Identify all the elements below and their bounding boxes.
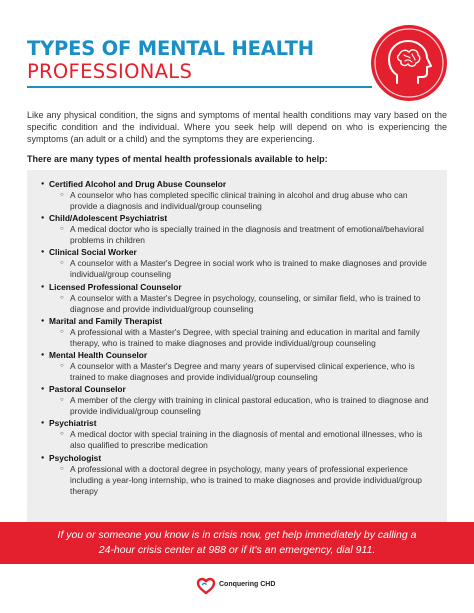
item-description: ○ A counselor with a Master's Degree and many years of supervised clinical experience, who is trained to make diagnoses and provide individual/group counseling xyxy=(41,361,437,383)
list-item xyxy=(41,282,437,315)
item-description: ○ A medical doctor with special training in the diagnosis of mental and emotional illnesses, who is also qualified to prescribe medication xyxy=(41,429,437,451)
item-title: ● Licensed Professional Counselor xyxy=(41,282,437,293)
list-item xyxy=(41,418,437,451)
item-title: ● Certified Alcohol and Drug Abuse Counselor xyxy=(41,179,437,190)
list-item xyxy=(41,453,437,497)
heart-logo-icon xyxy=(196,576,216,596)
list-item xyxy=(41,316,437,349)
list-item xyxy=(41,213,437,246)
item-title: ● Mental Health Counselor xyxy=(41,350,437,361)
item-title: ● Psychiatrist xyxy=(41,418,437,429)
title-line-2: PROFESSIONALS xyxy=(27,60,193,83)
item-title: ● Clinical Social Worker xyxy=(41,247,437,258)
head-brain-icon xyxy=(371,25,447,101)
lead-sentence: There are many types of mental health professionals available to help: xyxy=(27,154,328,164)
item-title: ● Marital and Family Therapist xyxy=(41,316,437,327)
brand-name: Conquering CHD xyxy=(219,581,276,588)
item-description: ○ A medical doctor who is specially trained in the diagnosis and treatment of emotional/behavioral problems in children xyxy=(41,224,437,246)
title-underline xyxy=(27,86,372,88)
item-title: ● Psychologist xyxy=(41,453,437,464)
item-description: ○ A member of the clergy with training in clinical pastoral education, who is trained to diagnose and provide individual/group counseling xyxy=(41,395,437,417)
item-description: ○ A counselor with a Master's Degree in psychology, counseling, or similar field, who is trained to diagnose and provide individual/group counseling xyxy=(41,293,437,315)
item-description: ○ A professional with a Master's Degree, with special training and education in marital and family therapy, who is trained to make diagnoses and provide individual/group counseling xyxy=(41,327,437,349)
item-description: ○ A counselor who has completed specific clinical training in alcohol and drug abuse who can provide a diagnosis and individual/group counseling xyxy=(41,190,437,212)
list-item xyxy=(41,247,437,280)
item-description: ○ A counselor with a Master's Degree in social work who is trained to make diagnoses and provide individual/group counseling xyxy=(41,258,437,280)
item-title: ● Child/Adolescent Psychiatrist xyxy=(41,213,437,224)
intro-paragraph: Like any physical condition, the signs and symptoms of mental health conditions may vary based on the specific condition and the individual. Where you seek help will depend on who is experiencing the symptoms (an adult or a child) and the symptoms they are experiencing. xyxy=(27,110,447,145)
list-item xyxy=(41,179,437,212)
crisis-line-1: If you or someone you know is in crisis now, get help immediately by calling a xyxy=(57,529,417,541)
footer-logo xyxy=(196,576,286,598)
list-item xyxy=(41,384,437,417)
crisis-banner xyxy=(0,522,474,564)
item-description: ○ A professional with a doctoral degree in psychology, many years of professional experience including a year-long internship, who is trained to make diagnoses and provide individual/group therapy xyxy=(41,464,437,497)
professionals-list xyxy=(27,170,447,523)
crisis-line-2: 24-hour crisis center at 988 or if it's an emergency, dial 911. xyxy=(98,543,376,556)
page-title xyxy=(27,38,314,84)
item-title: ● Pastoral Counselor xyxy=(41,384,437,395)
list-item xyxy=(41,350,437,383)
title-line-1: TYPES OF MENTAL HEALTH xyxy=(27,37,314,60)
